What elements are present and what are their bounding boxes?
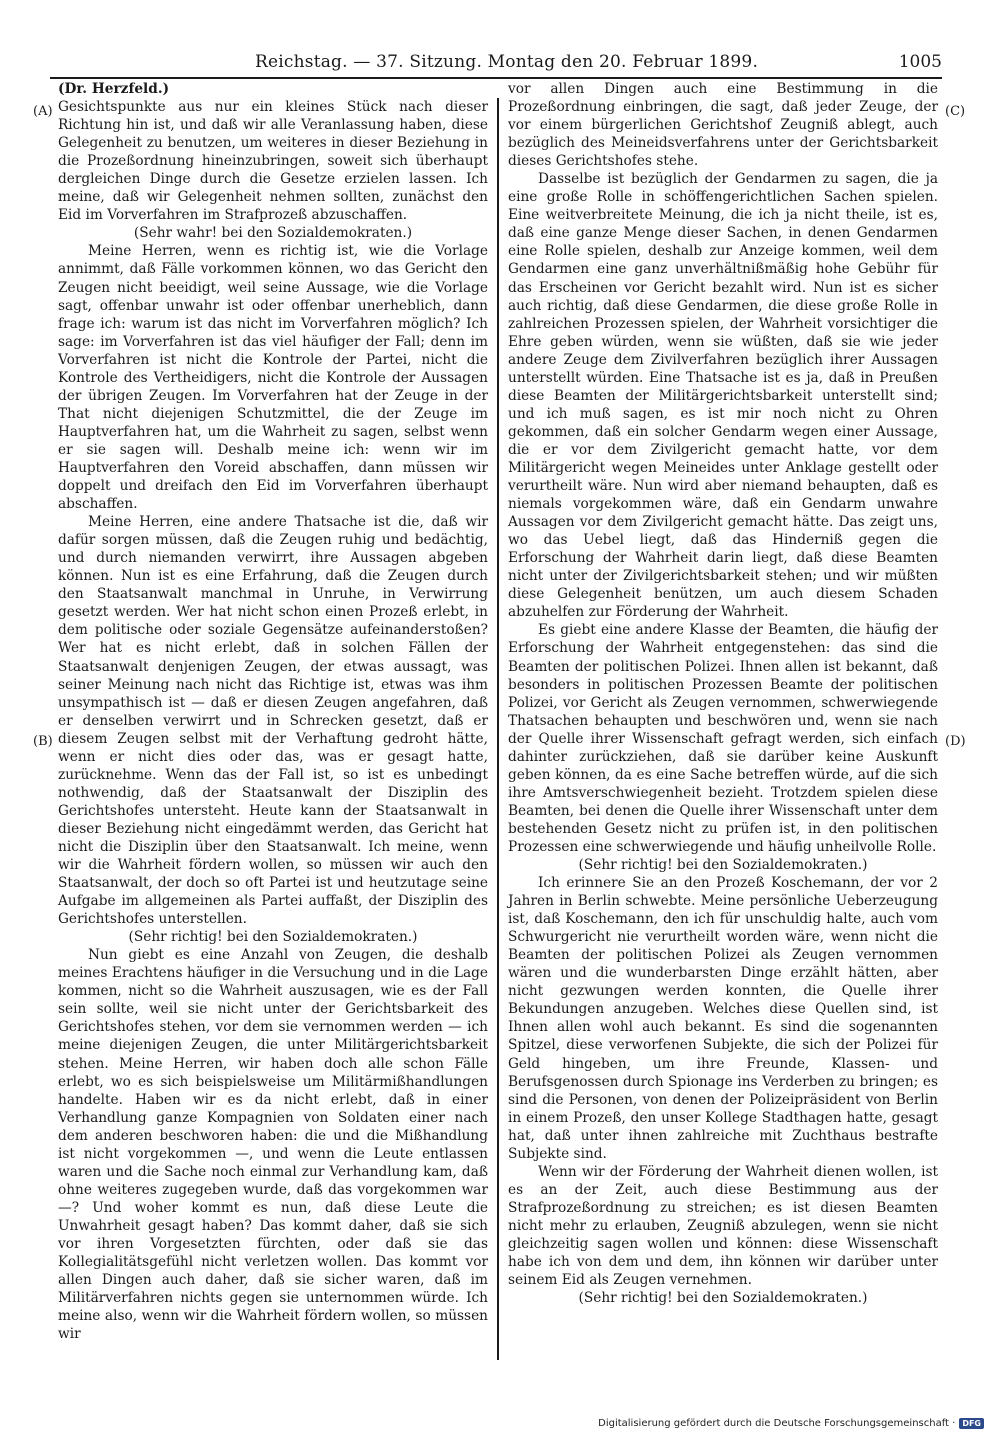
- paragraph: vor allen Dingen auch eine Bestimmung in die Prozeßordnung einbringen, die sagt, daß jeder Zeuge, der vor einem bürgerlichen Gerichtshof Zeugniß ablegt, auch bezüglich des Meineidsverfahrens unter der Gerichtsbarkeit dieses Gerichtshofes stehe.: [508, 81, 938, 170]
- interjection: (Sehr wahr! bei den Sozialdemokraten.): [133, 225, 413, 242]
- paragraph: Wenn wir der Förderung der Wahrheit dienen wollen, ist es an der Zeit, auch diese Bestimmung aus der Strafprozeßordnung zu streichen; es ist diesen Beamten nicht mehr zu erlauben, Zeugniß abzulegen, wenn sie nicht gleichzeitig sagen wollen und können: diese Wissenschaft habe ich von dem und dem, ihn können wir darüber unter seinem Eid als Zeugen vernehmen.: [508, 1163, 938, 1289]
- interjection: (Sehr richtig! bei den Sozialdemokraten.): [578, 857, 868, 874]
- interjection: (Sehr richtig! bei den Sozialdemokraten.): [578, 1290, 868, 1307]
- credit-text: Digitalisierung gefördert durch die Deutsche Forschungsgemeinschaft ·: [598, 1418, 956, 1429]
- paragraph: Ich erinnere Sie an den Prozeß Koschemann, der vor 2 Jahren in Berlin schwebte. Meine persönliche Ueberzeugung ist, daß Koschemann, den ich für unschuldig halte, auch vom Schwurgericht nie verurtheilt worden wäre, wenn nicht die Beamten der politischen Polizei als Zeugen vernommen wären und die wunderbarsten Dinge erzählt hätten, aber nicht gezwungen werden konnten, die Quelle ihrer Bekundungen anzugeben. Welches diese Quellen sind, ist Ihnen allen wohl auch bekannt. Es sind die sogenannten Spitzel, diese verworfenen Subjekte, die sich der Polizei für Geld hingeben, um ihre Freunde, Klassen- und Berufsgenossen durch Spionage ins Verderben zu bringen; es sind die Personen, von denen der Polizeipräsident von Berlin in einem Prozeß, den unser Kollege Stadthagen hatte, gesagt hat, daß unter ihnen zahlreiche mit Zuchthaus bestrafte Subjekte sind.: [508, 875, 938, 1162]
- paragraph: Meine Herren, wenn es richtig ist, wie die Vorlage annimmt, daß Fälle vorkommen können, wo das Gericht den Zeugen nicht beeidigt, weil seine Aussage, wie die Vorlage sagt, offenbar unwahr ist oder offenbar unerheblich, dann frage ich: warum ist das nicht im Vorverfahren möglich? Ich sage: im Vorverfahren ist das viel häufiger der Fall; denn im Vorverfahren ist nicht die Kontrole der Partei, nicht die Kontrole des Vertheidigers, nicht die Kontrole der Aussagen der übrigen Zeugen. Im Vorverfahren hat der Zeuge in der That nicht diejenigen Schutzmittel, die der Zeuge im Hauptverfahren hat, um die Wahrheit zu sagen, selbst wenn er sie sagen will. Deshalb meine ich: wenn wir im Hauptverfahren den Voreid abschaffen, dann müssen wir doppelt und dreifach den Eid im Vorverfahren überhaupt abschaffen.: [58, 243, 488, 513]
- dfg-logo-icon: DFG: [959, 1418, 984, 1429]
- digitization-credit: [598, 1418, 984, 1429]
- margin-marker-c: (C): [945, 104, 966, 119]
- speaker-label: (Dr. Herzfeld.): [58, 81, 170, 97]
- header-rule: [50, 77, 942, 79]
- interjection: (Sehr richtig! bei den Sozialdemokraten.): [128, 929, 418, 946]
- margin-marker-a: (A): [33, 104, 53, 119]
- paragraph: Nun giebt es eine Anzahl von Zeugen, die deshalb meines Erachtens häufiger in die Versuchung und in die Lage kommen, nicht so die Wahrheit auszusagen, wie es der Fall sein sollte, weil sie nicht unter der Gerichtsbarkeit des Gerichtshofes stehen, vor dem sie vernommen werden — ich meine diejenigen Zeugen, die unter Militärgerichtsbarkeit stehen. Meine Herren, wir haben doch alle schon Fälle erlebt, wo es sich beispielsweise um Militärmißhandlungen handelte. Haben wir es da nicht erlebt, daß in einer Verhandlung ganze Kompagnien von Soldaten einer nach dem anderen beschworen haben: die und die Mißhandlung ist nicht vorgekommen —, und wenn die Leute entlassen waren und die Sache noch einmal zur Verhandlung kam, daß ohne weiteres zugegeben wurde, daß das vorgekommen war —? Und woher kommt es nun, daß diese Leute die Unwahrheit gesagt haben? Das kommt daher, daß sie sich vor ihren Vorgesetzten fürchten, oder daß sie das Kollegialitätsgefühl nicht verletzen wollen. Das kommt vor allen Dingen auch daher, daß sie sicher waren, daß im Militärverfahren nichts gegen sie unternommen würde. Ich meine also, wenn wir die Wahrheit fördern wollen, so müssen wir: [58, 947, 488, 1343]
- margin-marker-b: (B): [33, 734, 53, 749]
- paragraph: Gesichtspunkte aus nur ein kleines Stück nach dieser Richtung hin ist, und daß wir alle Veranlassung haben, diese Gelegenheit zu benutzen, um weiteres in dieser Beziehung in die Prozeßordnung hineinzubringen, soweit sich überhaupt dergleichen Dinge durch die Gesetze erzielen lassen. Ich meine, daß wir Gelegenheit nehmen sollten, zunächst den Eid im Vorverfahren im Strafprozeß abzuschaffen.: [58, 99, 488, 224]
- paragraph: Meine Herren, eine andere Thatsache ist die, daß wir dafür sorgen müssen, daß die Zeugen ruhig und bedächtig, und durch niemanden verwirrt, ihre Aussagen abgeben können. Nun ist es eine Erfahrung, daß die Zeugen durch den Staatsanwalt manchmal in Unruhe, in Verwirrung gesetzt werden. Wer hat nicht schon einen Prozeß erlebt, in dem politische oder soziale Gegensätze aufeinanderstoßen? Wer hat es nicht erlebt, daß in solchen Fällen der Staatsanwalt denjenigen Zeugen, der etwas aussagt, was seiner Meinung nach nicht das Richtige ist, etwas was ihm unsympathisch ist — daß er diesen Zeugen angefahren, daß er denselben verwirrt und in Schrecken gesetzt, daß er diesem Zeugen selbst mit der Verhaftung gedroht hätte, wenn er nicht dies oder das, was er gesagt hatte, zurücknehme. Wenn das der Fall ist, so ist es unbedingt nothwendig, daß der Staatsanwalt der Disziplin des Gerichtshofes untersteht. Heute kann der Staatsanwalt in dieser Beziehung nicht eingedämmt werden, das Gericht hat nicht die Disziplin über den Staatsanwalt. Ich meine, wenn wir die Wahrheit fördern wollen, so müssen wir auch den Staatsanwalt, der doch so oft Partei ist und heutzutage seine Aufgabe im allgemeinen als Partei auffaßt, der Disziplin des Gerichtshofes unterstellen.: [58, 514, 488, 928]
- paragraph: Dasselbe ist bezüglich der Gendarmen zu sagen, die ja eine große Rolle in schöffengerichtlichen Sachen spielen. Eine weitverbreitete Meinung, die ich ja nicht theile, ist es, daß eine ganze Menge dieser Sachen, in denen Gendarmen eine Rolle spielen, deshalb zur Anzeige kommen, weil dem Gendarmen eine ganz unverhältnißmäßig hohe Gebühr für das Erscheinen vor Gericht bezahlt wird. Nun ist es sicher auch richtig, daß diese Gendarmen, die diese große Rolle in zahlreichen Prozessen spielen, der Wahrheit vorsichtiger die Ehre geben würden, wenn sie wüßten, daß sie wie jeder andere Zeuge dem Zivilverfahren bezüglich ihrer Aussagen unterstellt würden. Eine Thatsache ist es ja, daß in Preußen diese Beamten der Militärgerichtsbarkeit unterstellt sind; und ich muß sagen, es ist mir noch nicht zu Ohren gekommen, daß ein solcher Gendarm wegen einer Aussage, die er vor dem Zivilgericht gemacht hatte, vor dem Militärgericht wegen Meineides unter Anklage gestellt oder verurtheilt wäre. Nun wird aber niemand behaupten, daß es niemals vorgekommen wäre, daß ein Gendarm unwahre Aussagen vor dem Zivilgericht gemacht hätte. Das zeigt uns, wo das Uebel liegt, daß das Hinderniß gegen die Erforschung der Wahrheit darin liegt, daß diese Beamten nicht unter der Zivilgerichtsbarkeit stehen; und wir müßten diese Gelegenheit benützen, um auch diesem Schaden abzuhelfen zur Förderung der Wahrheit.: [508, 171, 938, 621]
- running-head: Reichstag. — 37. Sitzung. Montag den 20. Februar 1899.: [255, 52, 759, 72]
- column-divider: [497, 98, 499, 1360]
- left-column: [58, 80, 488, 1343]
- page-header: [50, 52, 942, 78]
- page-number: 1005: [898, 52, 942, 72]
- right-column: [508, 80, 938, 1307]
- paragraph: Es giebt eine andere Klasse der Beamten, die häufig der Erforschung der Wahrheit entgegenstehen: das sind die Beamten der politischen Polizei. Ihnen allen ist bekannt, daß besonders in politischen Prozessen Beamte der politischen Polizei, vor Gericht als Zeugen vernommen, schwerwiegende Thatsachen behaupten und beschwören und, wenn sie nach der Quelle ihrer Wissenschaft gefragt werden, sich einfach dahinter zurückziehen, daß sie darüber keine Auskunft geben können, da es eine Sache betreffen würde, auf die sich ihre Amtsverschwiegenheit bezieht. Trotzdem spielen diese Beamten, bei denen die Quelle ihrer Wissenschaft unter dem bestehenden Gesetz nicht zu prüfen ist, in den politischen Prozessen eine schwerwiegende und häufig unheilvolle Rolle.: [508, 622, 938, 855]
- margin-marker-d: (D): [945, 734, 966, 749]
